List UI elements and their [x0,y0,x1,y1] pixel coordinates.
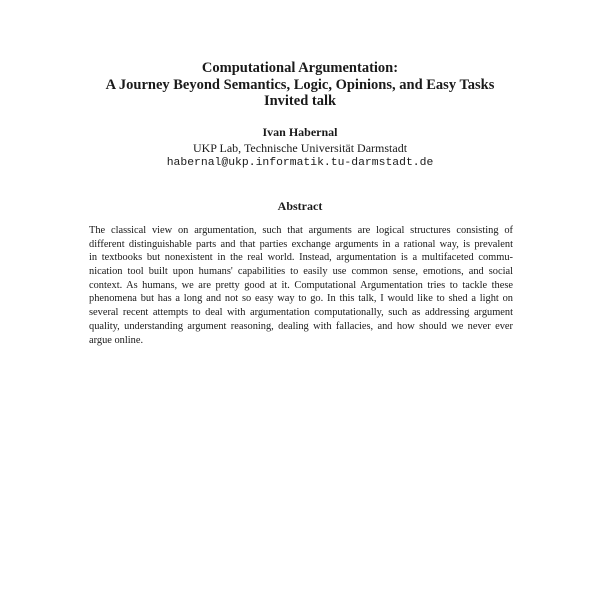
abstract-line: phenomena but has a long and not so easy way to go. In this talk, I would like to shed a light on [89,293,513,305]
abstract-line: quality, understanding argument reasoning, dealing with fallacies, and how should we never ever [89,320,513,332]
abstract-line: several recent attempts to deal with argumentation computationally, such as addressing argument [89,307,513,319]
abstract-heading: Abstract [277,199,323,213]
paper-title [0,60,600,110]
abstract-line: The classical view on argumentation, such that arguments are logical structures consisting of [89,225,513,236]
author-email: habernal@ukp.informatik.tu-darmstadt.de [166,157,434,169]
abstract-line: context. As humans, we are pretty good at it. Computational Argumentation tries to tackle these [89,279,513,291]
abstract-line: different distinguishable parts and that parties exchange arguments in a rational way, is prevalent [89,238,513,250]
abstract-line: in textbooks but nonexistent in the real world. Instead, argumentation is a multifaceted commu- [89,252,513,264]
author-name: Ivan Habernal [262,125,338,139]
abstract-line: nication tool built upon humans' capabilities to easily use common sense, emotions, and social [89,266,513,278]
author-block [0,125,600,172]
title-line-2: A Journey Beyond Semantics, Logic, Opinions, and Easy Tasks [105,76,495,93]
abstract-body [89,224,513,347]
title-line-3: Invited talk [263,93,337,109]
abstract-line: argue online. [89,334,144,346]
author-affiliation: UKP Lab, Technische Universität Darmstadt [192,140,408,155]
title-line-1: Computational Argumentation: [201,60,399,76]
